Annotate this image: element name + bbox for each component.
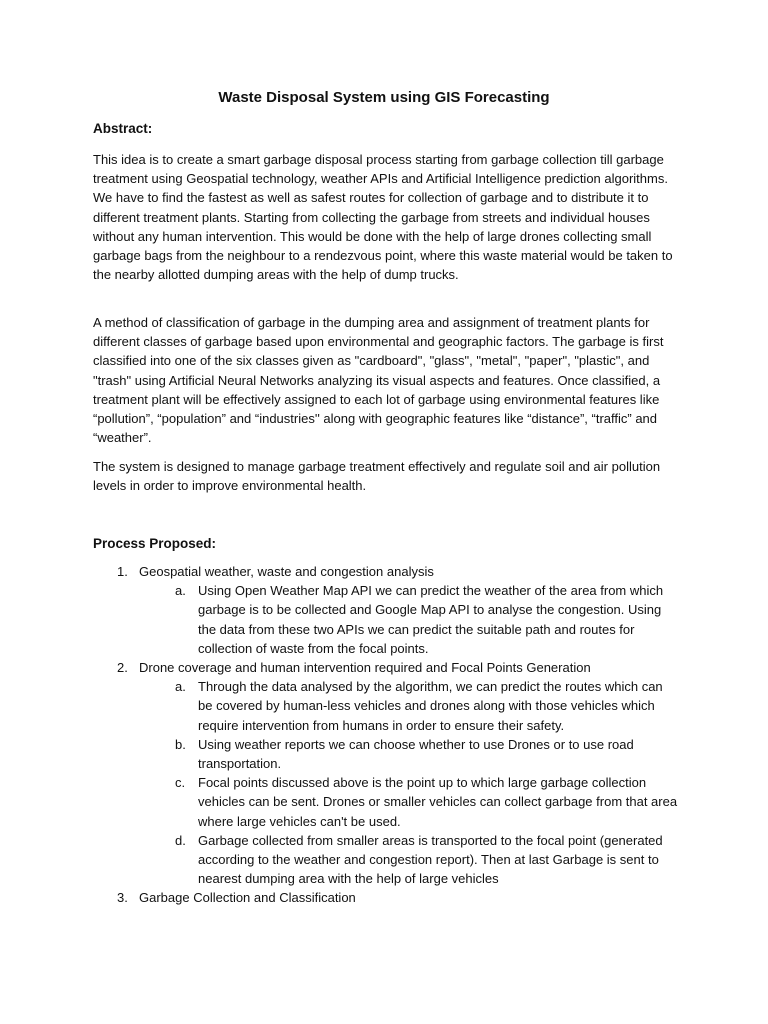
step-number: 1.: [117, 564, 128, 579]
abstract-paragraph-1: This idea is to create a smart garbage disposal process starting from garbage collection till garbage treatment using Geospatial technology, weather APIs and Artificial Intelligence prediction algorithms. We have to find the fastest as well as safest routes for collection of garbage and to distribute it to different treatment plants. Starting from collecting the garbage from streets and individual houses without any human intervention. This would be done with the help of large drones collecting small garbage bags from the neighbour to a rendezvous point, where this waste material would be taken to the nearby allotted dumping areas with the help of dump trucks.: [93, 152, 673, 283]
substep: [139, 735, 678, 773]
substep-text: Focal points discussed above is the point up to which large garbage collection vehicles can be sent. Drones or smaller vehicles can collect garbage from that area where large vehicles can't be used.: [198, 775, 678, 829]
process-step: [93, 658, 678, 888]
abstract-paragraph-3: The system is designed to manage garbage treatment effectively and regulate soil and air pollution levels in order to improve environmental health.: [93, 459, 661, 494]
substep-text: Using Open Weather Map API we can predict the weather of the area from which garbage is to be collected and Google Map API to analyse the congestion. Using the data from these two APIs we can predict the suitable path and routes for collection of waste from the focal points.: [198, 583, 664, 656]
substep-text: Through the data analysed by the algorithm, we can predict the routes which can be covered by human-less vehicles and drones along with those vehicles which require intervention from humans in order to ensure their safety.: [198, 679, 663, 733]
substep-letter: b.: [175, 736, 186, 752]
substeps-list: [139, 677, 678, 888]
substep-text: Using weather reports we can choose whether to use Drones or to use road transportation.: [198, 736, 634, 772]
process-heading: Process Proposed:: [93, 536, 217, 551]
process-step: [93, 888, 678, 907]
abstract-heading: Abstract:: [93, 121, 153, 136]
step-number: 2.: [117, 660, 128, 676]
process-step: [93, 562, 678, 658]
substep-letter: d.: [175, 832, 186, 848]
step-text: Drone coverage and human intervention required and Focal Points Generation: [139, 660, 591, 676]
substep-letter: a.: [175, 583, 186, 599]
process-steps-list: [93, 562, 678, 908]
step-number: 3.: [117, 890, 128, 906]
step-text: Garbage Collection and Classification: [139, 890, 356, 906]
substep-letter: c.: [175, 775, 186, 791]
substep: [139, 831, 678, 889]
substep: [139, 581, 678, 658]
substep-letter: a.: [175, 679, 186, 695]
substep: [139, 677, 678, 735]
substeps-list: [139, 581, 678, 658]
document-title: Waste Disposal System using GIS Forecasting: [218, 89, 550, 106]
abstract-paragraph-2: A method of classification of garbage in the dumping area and assignment of treatment plants for different classes of garbage based upon environmental and geographic factors. The garbage is first classified into one of the six classes given as "cardboard", "glass", "metal", "paper", "plastic", and "trash" using Artificial Neural Networks analyzing its visual aspects and features. Once classified, a treatment plant will be effectively assigned to each lot of garbage using environmental features like “pollution”, “population” and “industries'' along with geographic features like “distance”, “traffic” and “weather”.: [93, 315, 664, 446]
step-text: Geospatial weather, waste and congestion analysis: [139, 564, 434, 579]
substep: [139, 773, 678, 831]
substep-text: Garbage collected from smaller areas is transported to the focal point (generated according to the weather and congestion report). Then at last Garbage is sent to nearest dumping area with the help of large vehicles: [198, 832, 663, 887]
